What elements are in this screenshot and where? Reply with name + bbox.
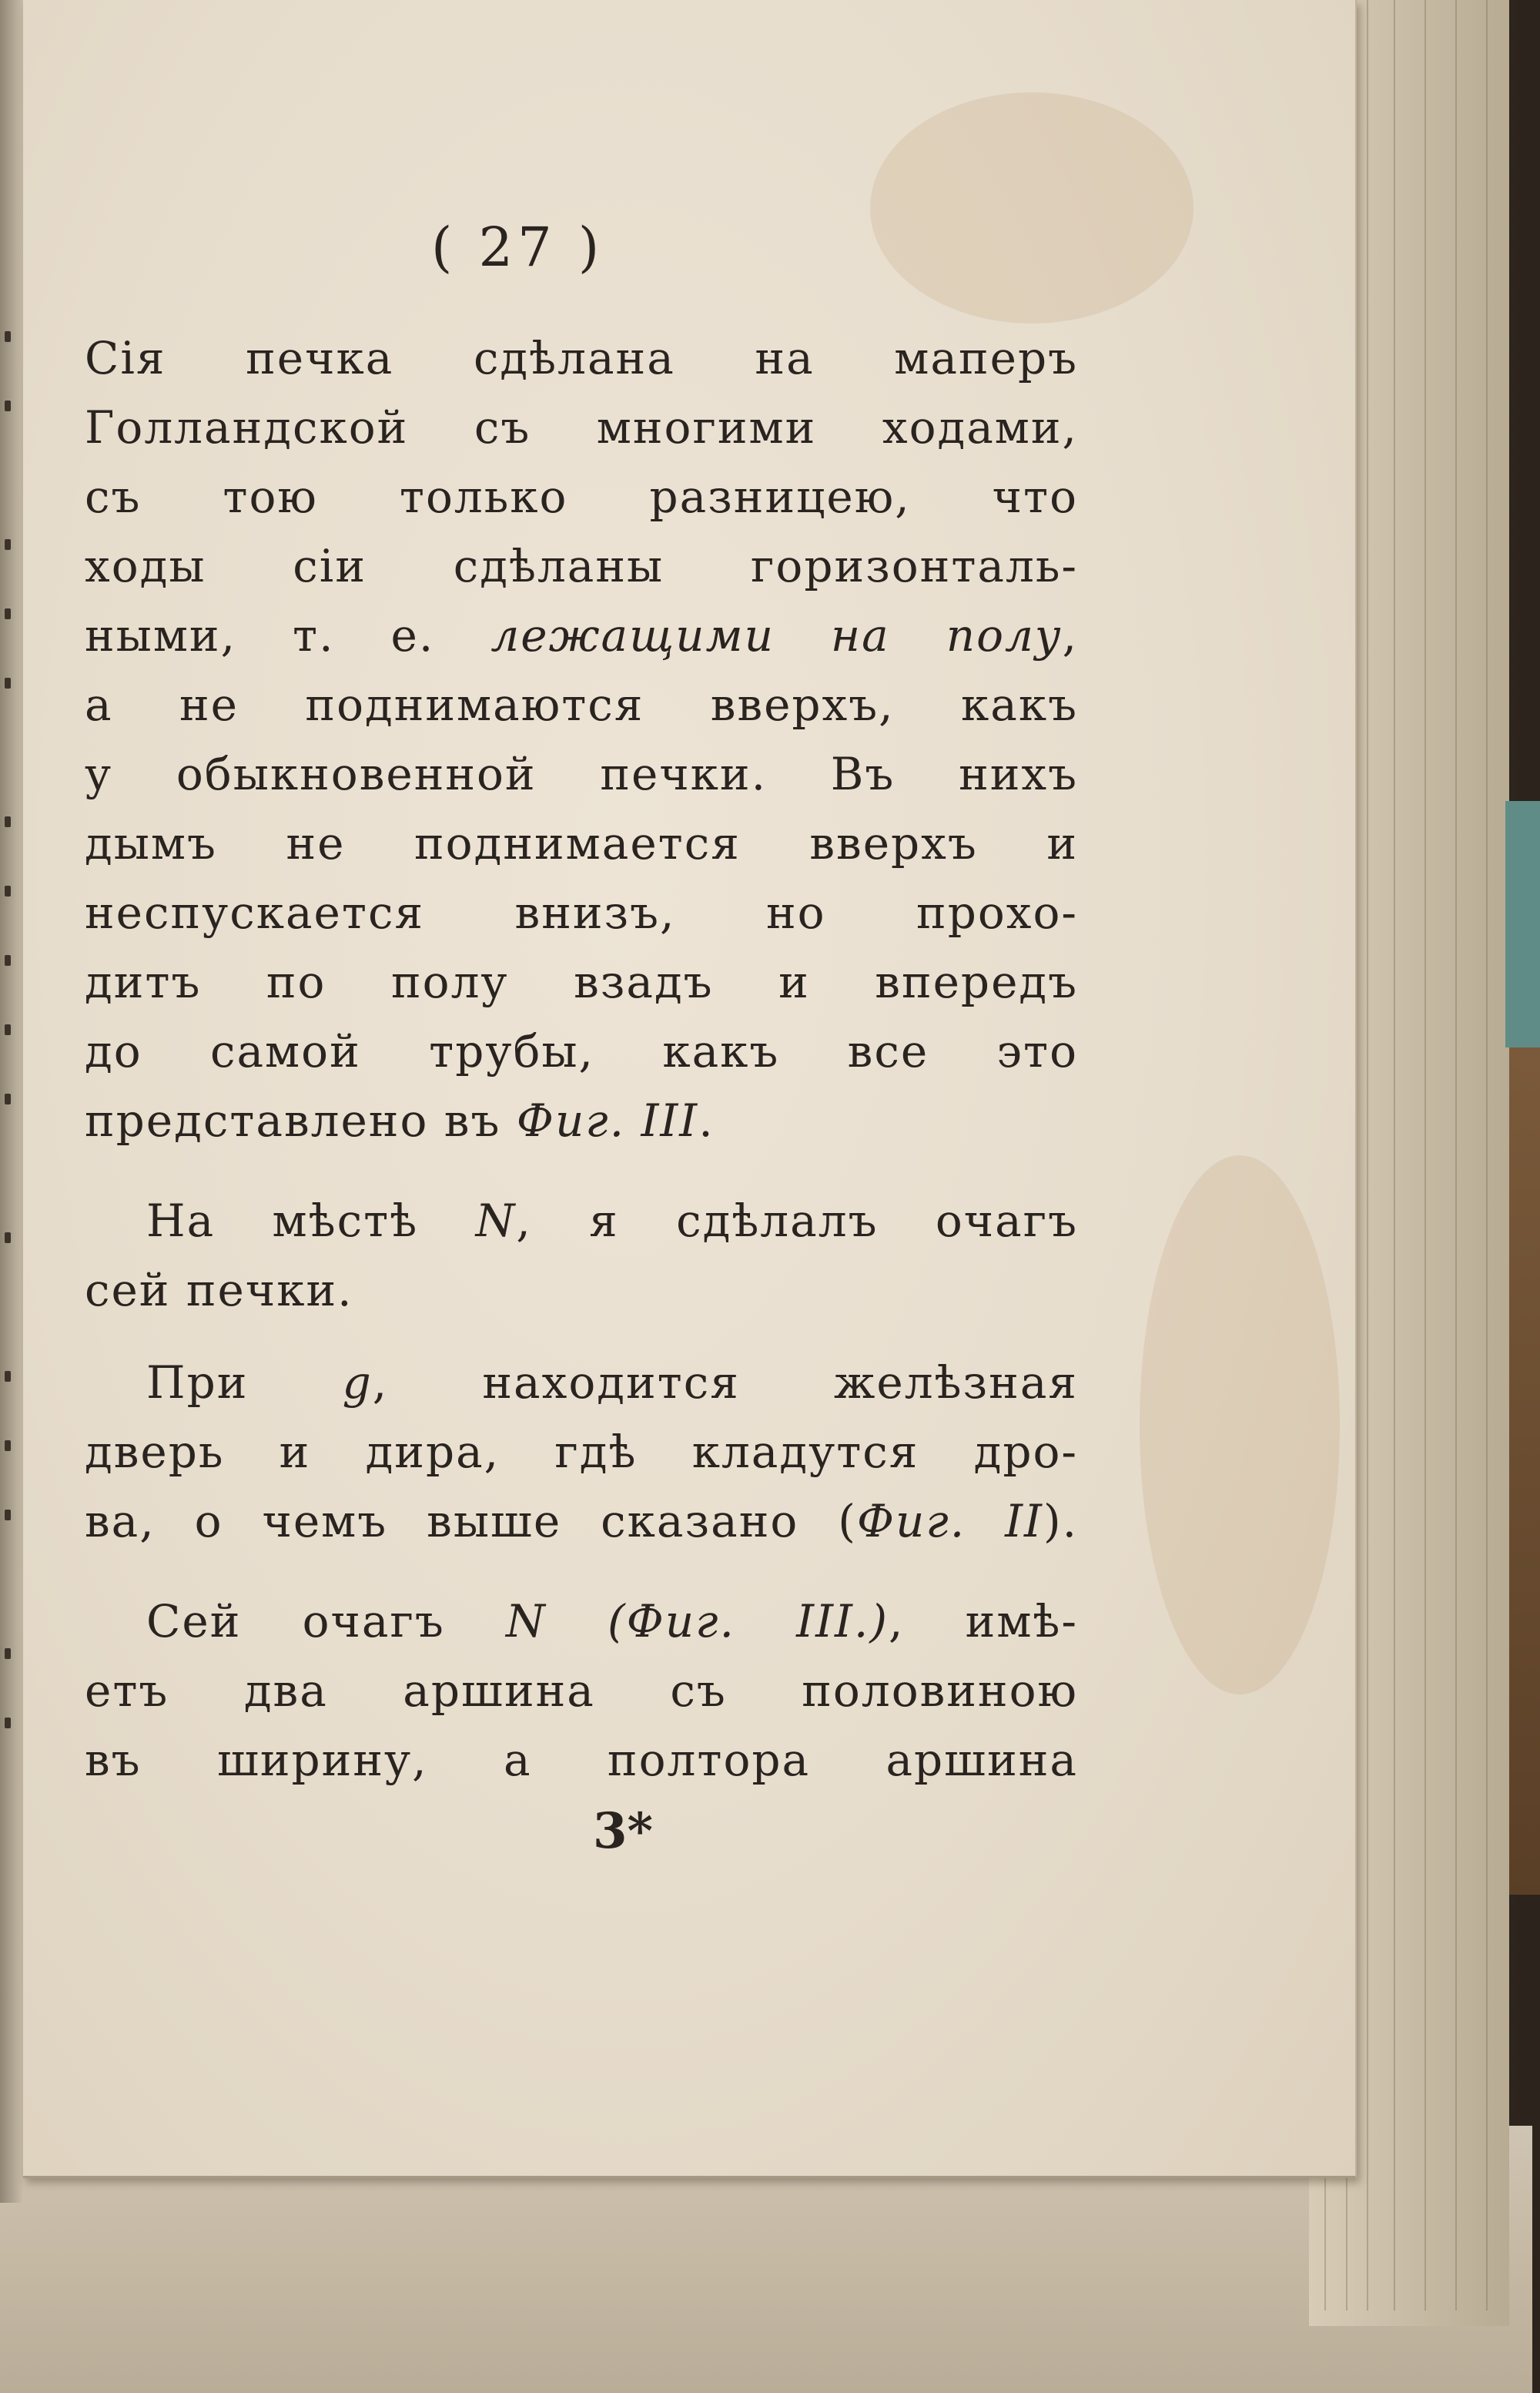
paper-stain [1140,1155,1340,1694]
text-line: дитъ по полу взадъ и впередъ [85,956,1078,1008]
previous-page-edge [0,0,23,2203]
text-line: ходы сіи сдѣланы горизонталь- [85,540,1078,592]
page-number: ( 27 ) [431,216,604,279]
text-line: На мѣстѣ N, я сдѣлалъ очагъ [146,1195,1078,1247]
text-line: При g, находится желѣзная [146,1356,1078,1409]
text-line: Сей очагъ N (Фиг. III.), имѣ- [146,1595,1079,1647]
text-line: Голландской съ многими ходами, [85,401,1078,454]
paper-stain [870,92,1194,323]
text-line: у обыкновенной печки. Въ нихъ [85,748,1078,800]
text-line: Сія печка сдѣлана на маперъ [85,332,1078,384]
text-line: до самой трубы, какъ все это [85,1025,1078,1078]
text-line: дверь и дира, гдѣ кладутся дро- [85,1426,1078,1478]
signature-mark: 3* [593,1802,653,1860]
text-line: а не поднимаются вверхъ, какъ [85,679,1078,731]
text-line: етъ два аршина съ половиною [85,1664,1078,1717]
cover-edge-blue [1505,801,1540,1047]
text-line: сей печки. [85,1264,353,1316]
text-line: съ тою только разницею, что [85,471,1078,523]
text-line: ва, о чемъ выше сказано (Фиг. II). [85,1495,1079,1547]
text-line: представлено въ Фиг. III. [85,1094,715,1147]
cover-edge-leather [1509,1047,1540,1895]
text-line: неспускается внизъ, но прохо- [85,886,1078,939]
text-line: ными, т. е. лежащими на полу, [85,609,1078,662]
book-page [23,0,1357,2178]
text-line: дымъ не поднимается вверхъ и [85,817,1078,870]
text-line: въ ширину, а полтора аршина [85,1734,1078,1786]
